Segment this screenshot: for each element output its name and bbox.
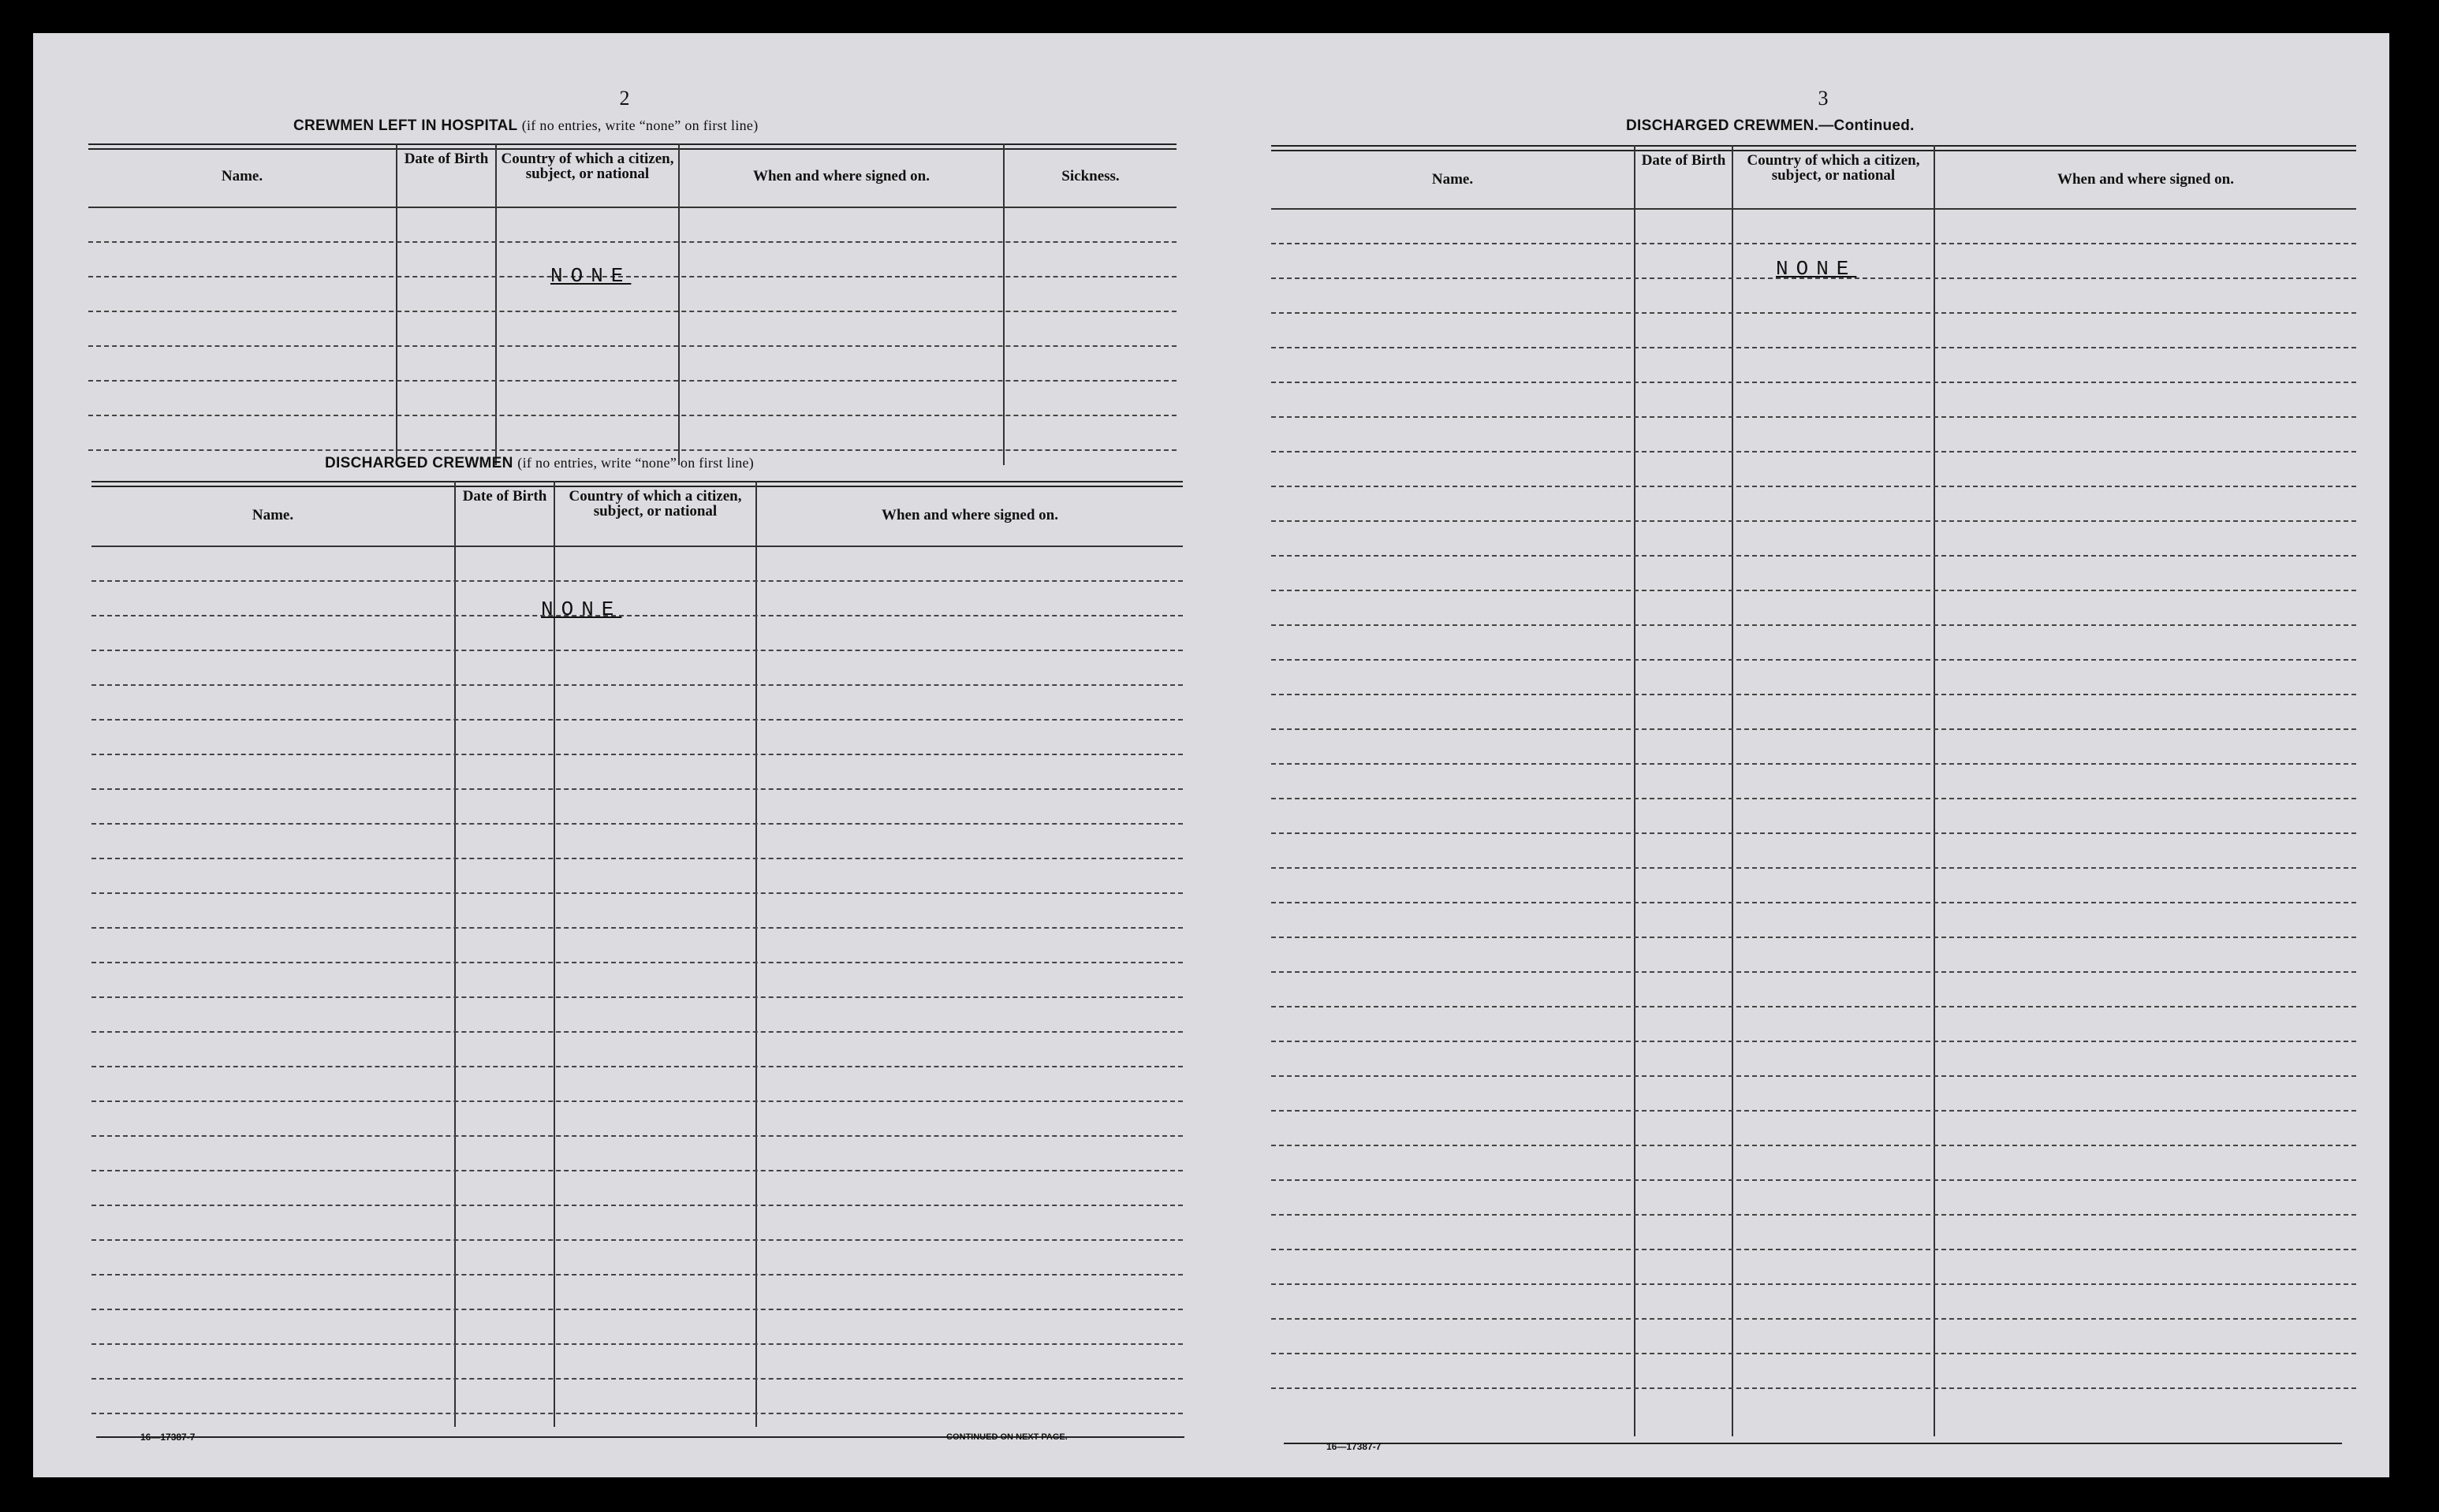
ruled-line <box>91 754 1183 755</box>
ruled-line <box>88 415 1177 416</box>
header-country: Country of which a citizen, subject, or national <box>569 488 742 520</box>
none-entry: NONE <box>550 264 632 288</box>
ruled-line <box>88 380 1177 382</box>
ruled-line <box>91 1066 1183 1067</box>
ruled-line <box>1271 902 2356 903</box>
ruled-line <box>1271 416 2356 418</box>
header-name: Name. <box>252 507 294 523</box>
ruled-line <box>91 823 1183 825</box>
ruled-line <box>1271 867 2356 869</box>
ruled-line <box>88 241 1177 243</box>
ruled-line <box>1271 832 2356 834</box>
ruled-line <box>91 927 1183 929</box>
hospital-table <box>88 143 1177 465</box>
discharged-table <box>91 481 1183 1427</box>
ruled-line <box>1271 1006 2356 1007</box>
header-dob: Date of Birth <box>462 488 547 505</box>
ruled-line <box>1271 694 2356 695</box>
ruled-line <box>91 1378 1183 1380</box>
ruled-line <box>1271 763 2356 765</box>
page-2 <box>33 33 1216 1477</box>
discharged-rows <box>1271 208 2356 1421</box>
ruled-line <box>88 311 1177 312</box>
ruled-line <box>1271 347 2356 348</box>
ruled-line <box>1271 659 2356 661</box>
ruled-line <box>1271 1075 2356 1077</box>
ruled-line <box>91 1309 1183 1310</box>
ruled-line <box>88 276 1177 277</box>
ruled-line <box>1271 1110 2356 1112</box>
ruled-line <box>91 650 1183 651</box>
ruled-line <box>91 1343 1183 1345</box>
discharged-rows <box>91 546 1183 1416</box>
ruled-line <box>1271 1214 2356 1216</box>
form-number: 16—17387-7 <box>1326 1441 1382 1452</box>
ruled-line <box>1271 1179 2356 1181</box>
ruled-line <box>91 1170 1183 1171</box>
ruled-line <box>1271 1353 2356 1354</box>
header-signed-on: When and where signed on. <box>881 507 1058 523</box>
ruled-line <box>1271 243 2356 244</box>
ruled-line <box>1271 624 2356 626</box>
ruled-line <box>1271 486 2356 487</box>
ruled-line <box>91 719 1183 721</box>
ruled-line <box>91 962 1183 963</box>
ruled-line <box>1271 312 2356 314</box>
ruled-line <box>91 892 1183 894</box>
ruled-line <box>91 1274 1183 1276</box>
ruled-line <box>88 345 1177 347</box>
header-signed-on: When and where signed on. <box>752 168 930 184</box>
ruled-line <box>91 1100 1183 1102</box>
none-entry: NONE <box>541 598 622 621</box>
ruled-line <box>91 1135 1183 1137</box>
discharged-section-title: DISCHARGED CREWMEN (if no entries, write “none” on first line) <box>325 455 755 471</box>
ruled-line <box>1271 590 2356 591</box>
none-entry: NONE <box>1776 257 1857 281</box>
page-number: 3 <box>1818 87 1829 110</box>
ruled-line <box>91 788 1183 790</box>
ruled-line <box>1271 1318 2356 1320</box>
ruled-line <box>91 996 1183 998</box>
ruled-line <box>91 858 1183 859</box>
header-country: Country of which a citizen, subject, or national <box>501 151 674 182</box>
ruled-line <box>1271 971 2356 973</box>
ruled-line <box>1271 1387 2356 1389</box>
header-dob: Date of Birth <box>1641 152 1726 169</box>
discharged-continued-title: DISCHARGED CREWMEN.—Continued. <box>1626 117 1915 134</box>
header-signed-on: When and where signed on. <box>2057 171 2234 188</box>
discharged-continued-table <box>1271 145 2356 1436</box>
ruled-line <box>91 580 1183 582</box>
form-number: 16—17387-7 <box>140 1432 196 1443</box>
page-number: 2 <box>619 87 630 110</box>
hospital-section-title: CREWMEN LEFT IN HOSPITAL (if no entries, write “none” on first line) <box>293 117 759 134</box>
ruled-line <box>1271 520 2356 522</box>
header-name: Name. <box>1431 171 1474 188</box>
ruled-line <box>1271 1249 2356 1250</box>
page-3 <box>1216 33 2389 1477</box>
header-country: Country of which a citizen, subject, or national <box>1747 152 1920 184</box>
ruled-line <box>88 449 1177 451</box>
header-name: Name. <box>221 168 263 184</box>
ruled-line <box>1271 555 2356 557</box>
ruled-line <box>1271 1041 2356 1042</box>
ruled-line <box>91 1239 1183 1241</box>
ruled-line <box>1271 382 2356 383</box>
ruled-line <box>1271 728 2356 730</box>
hospital-rows <box>88 207 1177 465</box>
ruled-line <box>91 1031 1183 1033</box>
header-dob: Date of Birth <box>404 151 489 167</box>
ruled-line <box>1271 451 2356 452</box>
ruled-line <box>91 684 1183 686</box>
ruled-line <box>91 615 1183 616</box>
ruled-line <box>1271 798 2356 799</box>
ruled-line <box>91 1413 1183 1414</box>
ruled-line <box>1271 1145 2356 1146</box>
document-sheet <box>33 33 2389 1477</box>
header-sickness: Sickness. <box>1061 168 1120 184</box>
ruled-line <box>1271 1283 2356 1285</box>
ruled-line <box>91 1205 1183 1206</box>
continued-note: CONTINUED ON NEXT PAGE. <box>946 1432 1068 1442</box>
ruled-line <box>1271 937 2356 938</box>
